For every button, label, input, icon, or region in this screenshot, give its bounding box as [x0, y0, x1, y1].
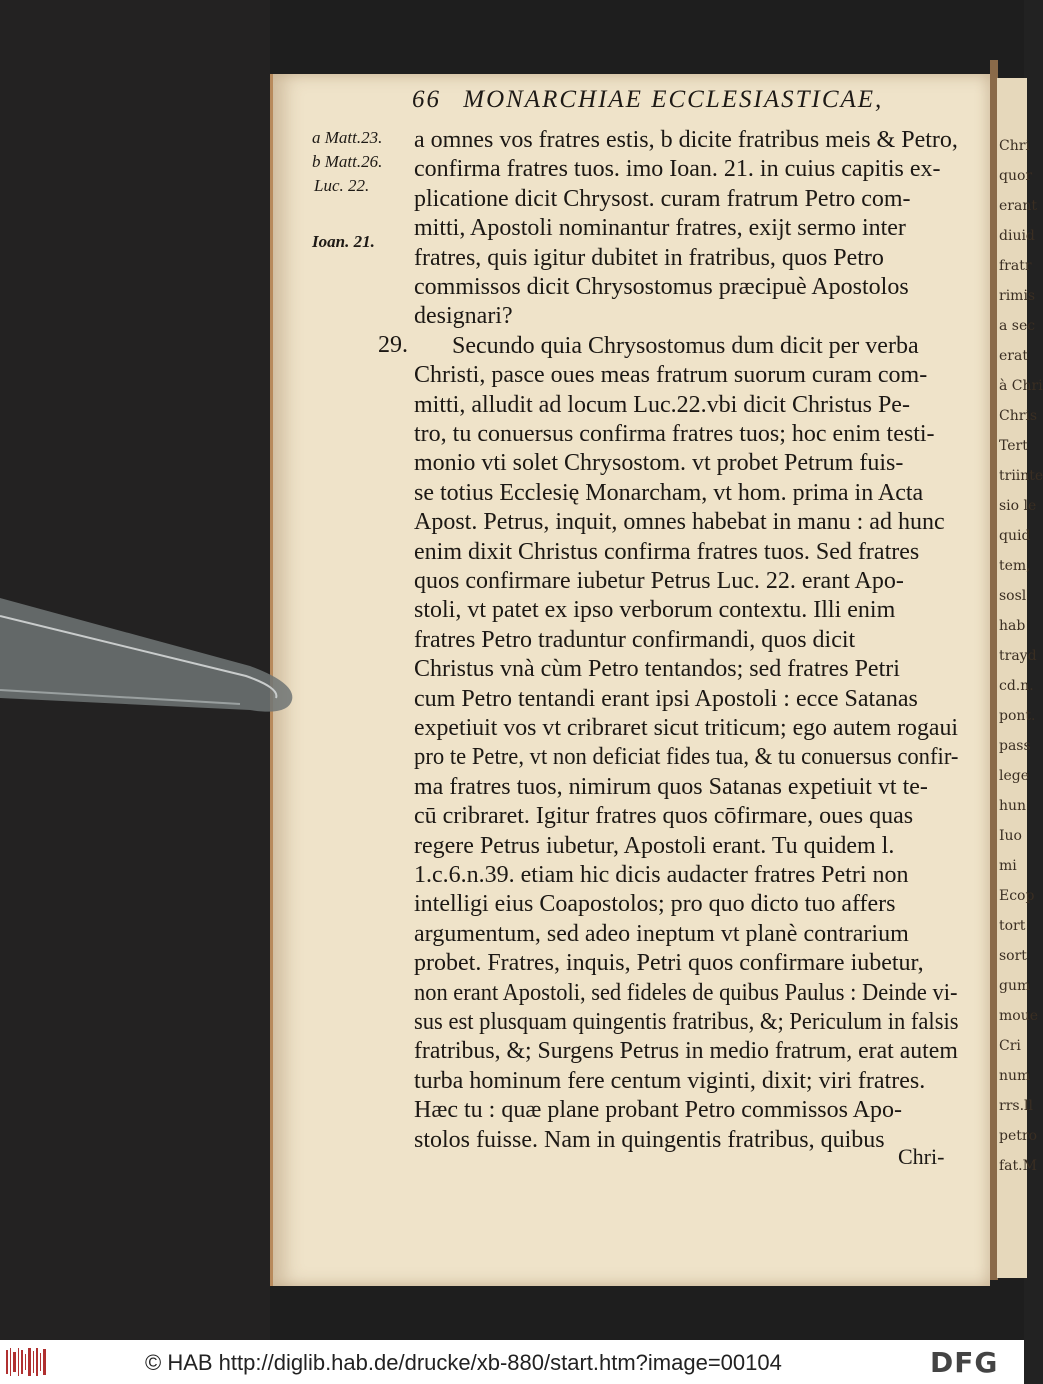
copyright-link[interactable]: © HAB http://diglib.hab.de/drucke/xb-880/start.htm?image=00104 [145, 1350, 782, 1375]
text-line: Hæc tu : quæ plane probant Petro commissos Apo- [414, 1097, 902, 1124]
adjacent-page-fragment: fratr [999, 258, 1032, 274]
text-line: expetiuit vos vt cribraret sicut triticum; ego autem rogaui [414, 715, 959, 741]
text-line: Apost. Petrus, inquit, omnes habebat in manu : ad hunc [414, 509, 945, 536]
text-line: stoli, vt patet ex ipso verborum contextu. Illi enim [414, 597, 896, 624]
adjacent-page-fragment: rrs.ll [999, 1098, 1033, 1114]
running-title: MONARCHIAE ECCLESIASTICAE, [463, 86, 884, 113]
adjacent-page-fragment: Iuo [999, 828, 1022, 844]
text-line: quos confirmare iubetur Petrus Luc. 22. erant Apo- [414, 568, 904, 594]
running-header [412, 86, 952, 126]
page-number: 66 [412, 86, 441, 113]
adjacent-page-fragment: quor [999, 168, 1033, 184]
text-line: sus est plusquam quingentis fratribus, &; Periculum in falsis [414, 1009, 959, 1035]
adjacent-page-fragment: Tert [999, 438, 1028, 454]
adjacent-page-fragment: pont. [999, 708, 1036, 724]
adjacent-page-fragment: lege [999, 768, 1030, 784]
adjacent-page-fragment: petro [999, 1128, 1037, 1144]
adjacent-page-fragment: Chri [999, 138, 1030, 154]
adjacent-page-fragment: pass [999, 738, 1031, 754]
adjacent-page-fragment: mi [999, 858, 1017, 874]
margin-note: Luc. 22. [314, 176, 370, 195]
adjacent-page-fragment: a sec [999, 318, 1036, 334]
adjacent-page-fragment: diuid [999, 228, 1035, 244]
text-line: argumentum, sed adeo ineptum vt planè contrarium [414, 920, 909, 947]
text-line: cum Petro tentandi erant ipsi Apostoli : ecce Satanas [414, 685, 918, 712]
barcode-icon [6, 1348, 48, 1376]
text-line: Secundo quia Chrysostomus dum dicit per verba [452, 332, 919, 359]
adjacent-page-fragment: tem, [999, 558, 1031, 574]
adjacent-page-fragment: erat [999, 348, 1028, 364]
adjacent-page-fragment: trayd [999, 648, 1037, 664]
adjacent-page-fragment: Chris [999, 408, 1038, 424]
adjacent-page-fragment: gum [999, 978, 1031, 994]
adjacent-page-fragment: sio le [999, 498, 1037, 514]
text-line: stolos fuisse. Nam in quingentis fratribus, quibus [414, 1126, 885, 1153]
adjacent-page-fragment: hab [999, 618, 1026, 634]
section-number: 29. [378, 332, 408, 358]
text-line: non erant Apostoli, sed fideles de quibus Paulus : Deinde vi- [414, 979, 958, 1006]
text-line: tro, tu conuersus confirma fratres tuos; hoc enim testi- [414, 421, 935, 447]
text-line: monio vti solet Chrysostom. vt probet Petrum fuis- [414, 450, 904, 477]
adjacent-page-edge [997, 78, 1043, 1278]
text-line: enim dixit Christus confirma fratres tuos. Sed fratres [414, 538, 920, 565]
text-line: fratribus, &; Surgens Petrus in medio fratrum, erat autem [414, 1038, 958, 1065]
text-line: fratres Petro traduntur confirmandi, quos dicit [414, 626, 856, 653]
text-line: ma fratres tuos, nimirum quos Satanas expetiuit vt te- [414, 773, 928, 800]
book-clip-icon [0, 598, 300, 718]
text-line: fratres, quis igitur dubitet in fratribus, quos Petro [414, 244, 884, 271]
adjacent-page-fragment: à Chri [999, 378, 1043, 394]
text-line: Christi, pasce oues meas fratrum suorum curam com- [414, 362, 928, 389]
dfg-logo: DFG [930, 1346, 999, 1379]
text-line: intelligi eius Coapostolos; pro quo dicto tuo affers [414, 891, 896, 918]
text-line: se totius Ecclesię Monarcham, vt hom. prima in Acta [414, 479, 924, 506]
text-line: cū cribraret. Igitur fratres quos cōfirmare, oues quas [414, 803, 914, 830]
adjacent-page-fragment: hun [999, 798, 1027, 814]
adjacent-page-fragment: moue [999, 1008, 1039, 1024]
margin-note: Ioan. 21. [312, 232, 375, 251]
adjacent-page-fragment: tort [999, 918, 1026, 934]
adjacent-page-fragment: quid [999, 528, 1031, 544]
adjacent-page-fragment: triinte [999, 468, 1043, 484]
adjacent-page-fragment: rimis [999, 288, 1036, 304]
text-line: probet. Fratres, inquis, Petri quos confirmare iubetur, [414, 950, 924, 977]
catchword: Chri- [898, 1144, 945, 1169]
text-line: designari? [414, 303, 513, 330]
text-line: regere Petrus iubetur, Apostoli erant. Tu quidem l. [414, 832, 895, 859]
text-line: plicatione dicit Chrysost. curam fratrum Petro com- [414, 185, 911, 212]
adjacent-page-fragment: sosl [999, 588, 1027, 604]
adjacent-page-fragment: num [999, 1068, 1031, 1084]
footer-bar [0, 1340, 1024, 1384]
margin-note: b Matt.26. [312, 152, 383, 171]
adjacent-page-fragment: erant [999, 198, 1037, 214]
margin-note: a Matt.23. [312, 128, 383, 147]
adjacent-page-fragment: sort [999, 948, 1027, 964]
text-line: confirma fratres tuos. imo Ioan. 21. in cuius capitis ex- [414, 156, 941, 183]
text-line: turba hominum fere centum viginti, dixit; viri fratres. [414, 1067, 926, 1094]
adjacent-page-fragment: cd.n. [999, 678, 1034, 694]
text-line: Christus vnà cùm Petro tentandos; sed fratres Petri [414, 656, 900, 683]
text-line: mitti, alludit ad locum Luc.22.vbi dicit Christus Pe- [414, 391, 910, 418]
text-line: pro te Petre, vt non deficiat fides tua, & tu conuersus confir- [414, 744, 959, 771]
adjacent-page-fragment: Ecop [999, 888, 1035, 904]
adjacent-page-fragment: fat.M [999, 1158, 1037, 1174]
text-line: mitti, Apostoli nominantur fratres, exijt sermo inter [414, 215, 906, 242]
adjacent-page-fragment: Cri [999, 1038, 1021, 1054]
text-line: commissos dicit Chrysostomus præcipuè Apostolos [414, 274, 909, 300]
text-line: 1.c.6.n.39. etiam hic dicis audacter fratres Petri non [414, 862, 909, 888]
text-line: a omnes vos fratres estis, b dicite fratribus meis & Petro, [414, 127, 958, 153]
